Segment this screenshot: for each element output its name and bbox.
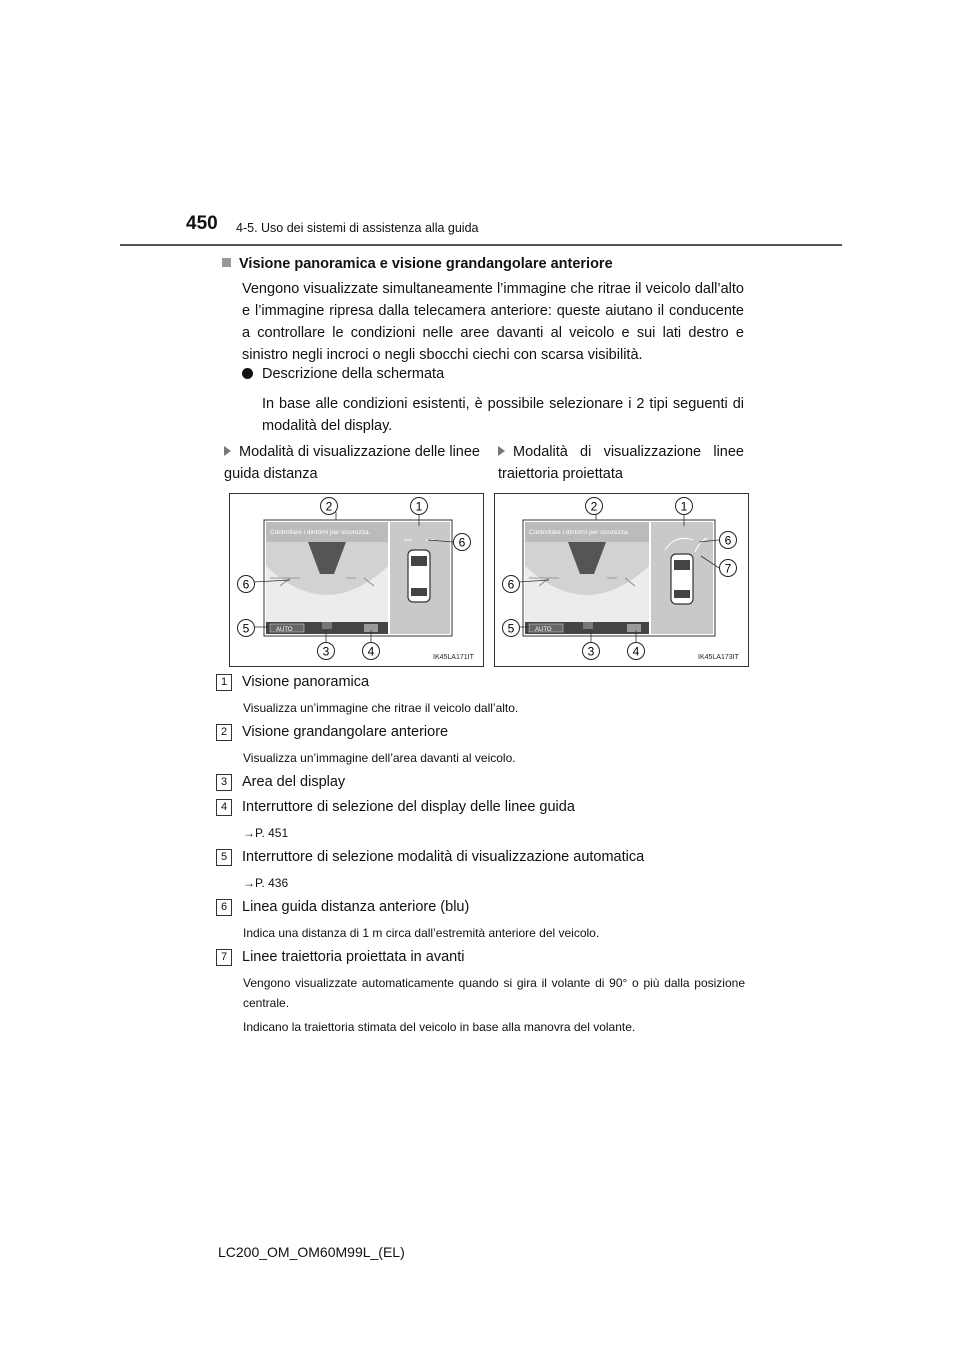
legend-item-5 xyxy=(216,849,644,866)
chapter-title: 4-5. Uso dei sistemi di assistenza alla guida xyxy=(236,221,479,235)
screen-illustration xyxy=(495,494,748,666)
callout-6: 6 xyxy=(458,535,466,550)
callout-4: 4 xyxy=(632,644,640,659)
item-title: Visione grandangolare anteriore xyxy=(242,724,449,740)
item-number: 6 xyxy=(216,899,232,916)
triangle-bullet-icon xyxy=(498,446,505,456)
mode-distance-guide xyxy=(224,441,480,485)
figure-code: IK45LA171IT xyxy=(433,654,474,661)
item-page-reference: →P. 451 xyxy=(243,826,289,840)
legend-item-2 xyxy=(216,724,448,741)
bullet-heading xyxy=(242,366,444,382)
item-title: Interruttore di selezione del display delle linee guida xyxy=(242,799,575,815)
triangle-bullet-icon xyxy=(224,446,231,456)
section-title-text: Visione panoramica e visione grandangolare anteriore xyxy=(239,256,613,272)
item-title: Linea guida distanza anteriore (blu) xyxy=(242,899,470,915)
item-number: 5 xyxy=(216,849,232,866)
banner-text: Controllare i dintorni per sicurezza. xyxy=(270,529,371,536)
figure-distance-guide-mode xyxy=(229,493,484,667)
callout-5: 5 xyxy=(242,621,250,636)
bullet-dot-icon xyxy=(242,368,253,379)
banner-text: Controllare i dintorni per sicurezza. xyxy=(529,529,630,536)
callout-1: 1 xyxy=(415,499,423,514)
callout-2: 2 xyxy=(590,499,598,514)
figure-code: IK45LA173IT xyxy=(698,654,739,661)
legend-item-6 xyxy=(216,899,469,916)
item-number: 2 xyxy=(216,724,232,741)
item-number: 7 xyxy=(216,949,232,966)
callout-6: 6 xyxy=(242,577,250,592)
legend-item-3 xyxy=(216,774,345,791)
auto-button-text: AUTO xyxy=(535,627,552,633)
legend-item-7 xyxy=(216,949,464,966)
item-number: 1 xyxy=(216,674,232,691)
callout-3: 3 xyxy=(322,644,330,659)
item-title: Linee traiettoria proiettata in avanti xyxy=(242,949,465,965)
callout-3: 3 xyxy=(587,644,595,659)
page-number: 450 xyxy=(186,213,218,234)
auto-button-text: AUTO xyxy=(276,627,293,633)
item-description: Vengono visualizzate automaticamente quando si gira il volante di 90° o più dalla posizione centrale. xyxy=(243,976,745,1010)
header-divider xyxy=(120,244,842,246)
square-bullet-icon xyxy=(222,258,231,267)
item-description: Indicano la traiettoria stimata del veicolo in base alla manovra del volante. xyxy=(243,1020,636,1034)
bullet-heading-text: Descrizione della schermata xyxy=(262,366,445,382)
item-number: 4 xyxy=(216,799,232,816)
figure-trajectory-mode xyxy=(494,493,749,667)
item-description: Visualizza un’immagine che ritrae il veicolo dall’alto. xyxy=(243,701,519,715)
callout-2: 2 xyxy=(325,499,333,514)
mode-label: Modalità di visualizzazione linee traiettoria proiettata xyxy=(498,444,744,482)
mode-label: Modalità di visualizzazione delle linee guida distanza xyxy=(224,444,480,482)
footer-code: LC200_OM_OM60M99L_(EL) xyxy=(218,1244,405,1260)
callout-7: 7 xyxy=(724,561,732,576)
item-title: Area del display xyxy=(242,774,346,790)
item-title: Visione panoramica xyxy=(242,674,370,690)
legend-item-1 xyxy=(216,674,369,691)
item-title: Interruttore di selezione modalità di visualizzazione automatica xyxy=(242,849,645,865)
callout-6: 6 xyxy=(724,533,732,548)
item-number: 3 xyxy=(216,774,232,791)
section-title xyxy=(222,256,613,272)
callout-4: 4 xyxy=(367,644,375,659)
item-description: Indica una distanza di 1 m circa dall’estremità anteriore del veicolo. xyxy=(243,926,600,940)
item-description: Visualizza un’immagine dell’area davanti al veicolo. xyxy=(243,751,516,765)
callout-1: 1 xyxy=(680,499,688,514)
section-intro: Vengono visualizzate simultaneamente l’immagine che ritrae il veicolo dall’alto e l’immagine ripresa dalla telecamera anteriore: queste aiutano il conducente a controllare le condizioni nelle aree davanti al veicolo e sui lati destro e sinistro negli incroci o negli sbocchi ciechi con scarsa visibilità. xyxy=(242,281,744,363)
item-page-reference: →P. 436 xyxy=(243,876,289,890)
mode-trajectory xyxy=(498,441,744,485)
callout-5: 5 xyxy=(507,621,515,636)
callout-6: 6 xyxy=(507,577,515,592)
screen-illustration xyxy=(230,494,483,666)
legend-item-4 xyxy=(216,799,575,816)
bullet-text: In base alle condizioni esistenti, è possibile selezionare i 2 tipi seguenti di modalità del display. xyxy=(262,396,744,434)
